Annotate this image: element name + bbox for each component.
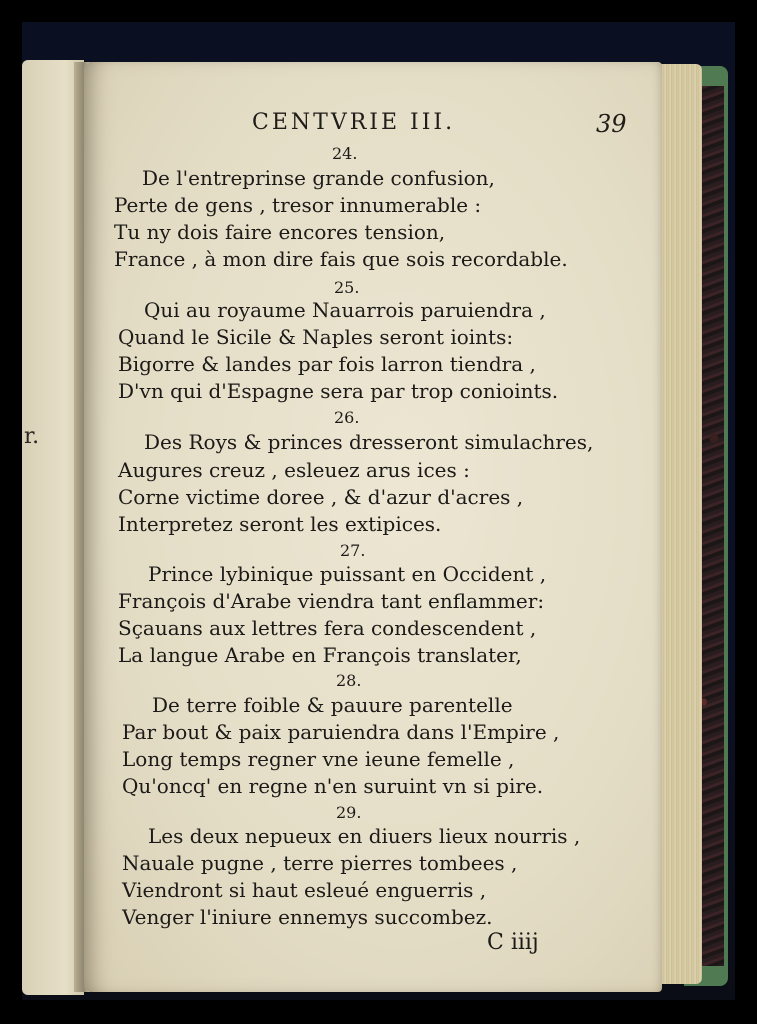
verse-line: Quand le Sicile & Naples seront ioints: — [118, 325, 514, 349]
quatrain-number: 26. — [334, 408, 360, 427]
verse-line: Corne victime doree , & d'azur d'acres , — [118, 485, 524, 509]
scanned-book-photo — [22, 22, 735, 1000]
verse-line: De terre foible & pauure parentelle — [152, 693, 513, 717]
quatrain-number: 25. — [334, 278, 360, 297]
quatrain-number: 29. — [336, 803, 362, 822]
left-page-fragment: r. — [24, 424, 40, 449]
verse-line: Tu ny dois faire encores tension, — [114, 220, 446, 244]
verse-line: Des Roys & princes dresseront simulachres, — [144, 430, 594, 454]
verse-line: Long temps regner vne ieune femelle , — [122, 747, 515, 771]
verse-line: Viendront si haut esleué enguerris , — [122, 878, 487, 902]
verse-line: Les deux nepueux en diuers lieux nourris , — [148, 824, 581, 848]
verse-line: Venger l'iniure ennemys succombez. — [122, 905, 493, 929]
signature-mark: C iiij — [487, 930, 539, 955]
quatrain-number: 24. — [332, 144, 358, 163]
verse-line: De l'entreprinse grande confusion, — [142, 166, 495, 190]
quatrain-number: 27. — [340, 541, 366, 560]
right-page — [84, 62, 662, 992]
verse-line: Nauale pugne , terre pierres tombees , — [122, 851, 518, 875]
running-head: CENTVRIE III. — [252, 110, 456, 135]
verse-line: Interpretez seront les extipices. — [118, 512, 442, 536]
verse-line: Qui au royaume Nauarrois paruiendra , — [144, 298, 546, 322]
quatrain-number: 28. — [336, 671, 362, 690]
verse-line: Qu'oncq' en regne n'en suruint vn si pire. — [122, 774, 544, 798]
verse-line: Bigorre & landes par fois larron tiendra , — [118, 352, 536, 376]
verse-line: Perte de gens , tresor innumerable : — [114, 193, 482, 217]
verse-line: Sçauans aux lettres fera condescendent , — [118, 616, 537, 640]
page-number: 39 — [596, 110, 627, 138]
verse-line: France , à mon dire fais que sois recordable. — [114, 247, 568, 271]
verse-line: D'vn qui d'Espagne sera par trop conioints. — [118, 379, 559, 403]
verse-line: Augures creuz , esleuez arus ices : — [118, 458, 470, 482]
verse-line: La langue Arabe en François translater, — [118, 643, 522, 667]
verse-line: François d'Arabe viendra tant enflammer: — [118, 589, 545, 613]
verse-line: Prince lybinique puissant en Occident , — [148, 562, 547, 586]
verse-line: Par bout & paix paruiendra dans l'Empire , — [122, 720, 560, 744]
